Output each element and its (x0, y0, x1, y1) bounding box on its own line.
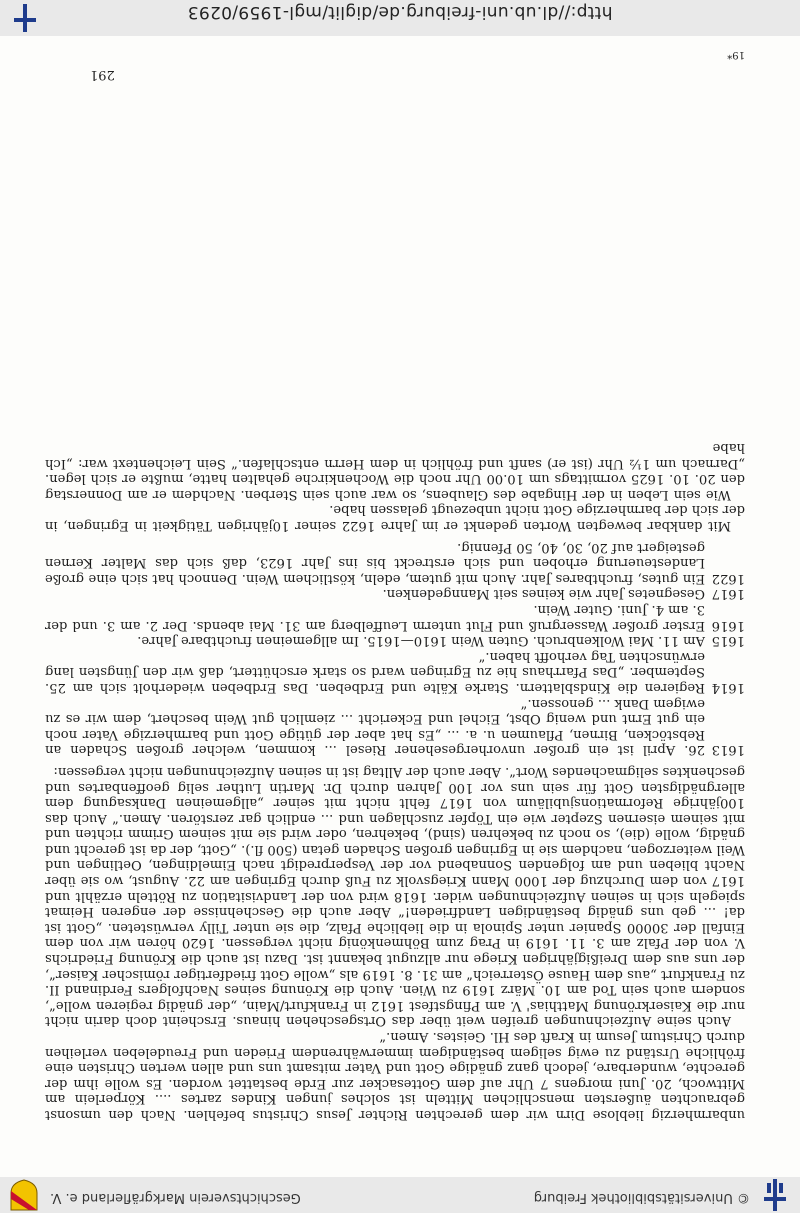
chronicle-text: Regieren die Kindsblattern. Starke Kälte und Erdbeben. Das Erdbeben wiederholt sich am 25. September. „Das Pfarrhaus hie zu Egringen ward so stark erschüttert, daß wir den Jüngsten lang erwünschten Tag verhofft haben.“ (45, 648, 705, 695)
chronicle-text: Gesegnetes Jahr wie keines seit Manngedenken. (382, 586, 705, 602)
chronicle-text: 26. April ist ein großer unvorhergesehener Riesel ... kommen, welcher großen Schaden an Rebstöcken, Birnen, Pflaumen u. a. ... „Es hat aber der gütige Gott und barmherzige Vater noch ein gut Ernt und wenig Obst, Eichel und Eckericht ... ziemlich gut Wein beschert, dem wir es zu ewigem Dank ... genossen.“ (45, 695, 705, 758)
page-number: 291 (90, 67, 115, 82)
chronicle-entry (45, 586, 745, 602)
partner-credit: Geschichtsverein Markgräflerland e. V. (50, 1190, 301, 1205)
chronicle-year: 1622 (711, 570, 745, 586)
chronicle-entry (45, 695, 745, 757)
viewer-header-bar (0, 1177, 800, 1213)
paragraph-closing-2: Wie sein Leben in der Hingabe des Glaubens, so war auch sein Sterben. Nachdem er am Donnerstag den 20. 10. 1625 vormittags um 10.00 Uhr noch die Wochenkirche gehalten hatte, mußte er sich legen. „Darnach um 1½ Uhr (ist er) sanft und fröhlich in dem Herrn entschlafen.“ Sein Leichentext war: „Ich habe (45, 440, 745, 502)
paragraph-closing-1: Mit dankbar bewegten Worten gedenkt er im Jahre 1622 seiner 10jährigen Tätigkeit in Egringen, in der sich der barmherzige Gott nicht unbezeugt gelassen habe. (45, 502, 745, 534)
chronicle-year: 1613 (711, 742, 745, 758)
chronicle-entry (45, 633, 745, 649)
paragraph-main: Auch seine Aufzeichnungen greifen weit über das Ortsgeschehen hinaus. Erscheint doch darin nicht nur die Kaiserkrönung Matthias' V. am Pfingstfest 1612 in Frankfurt/Main, „der gnädig regieren wolle“, sondern auch sein Tod am 10. März 1619 zu Wien. Auch die Krönung seines Nachfolgers Ferdinand II. zu Frankfurt „aus dem Hause Österreich“ am 31. 8. 1619 als „wolle Gott friedfertiger römischer Kaiser“, der uns aus dem Dreißigjährigen Kriege nur allzugut bekannt ist. Dazu ist auch die Krönung Friedrichs V. von der Pfalz am 3. 11. 1619 in Prag zum Böhmenkönig nicht vergessen. 1620 hören wir von dem Einfall der 30000 Spanier unter Spinola in die liebliche Pfalz, die sie unter Tilly verwüsteten. „Gott ist da! ... geb uns gnädig beständigen Landfrieden!“ Aber auch die Geschehnisse der engeren Heimat spiegeln sich in seinen Aufzeichnungen wider. 1618 wird von der Landvisitation zu Rötteln erzählt und 1617 von dem Durchzug der 1000 Mann Kriegsvolk zu Fuß durch Egringen am 22. August, wo sie über Nacht blieben und am folgenden Sonnabend vor der Vesperpredigt nach Eimeldingen, Oetlingen und Weil weiterzogen, nachdem sie in Egringen großen Schaden getan (500 fl.). „Gott, der da ist gerecht und gnädig, wolle (die), so noch zu bekehren (sind), bekehren, oder wird sie mit seinem Grimm richten und mit seinem eisernen Szepter wie ein Töpfer zuschlagen und ... endlich gar zerstören. Amen.“ Auch das 100jährige Reformationsjubiläum von 1617 fehlt nicht mit seiner „allgemeinen Danksagung dem allergnädigsten Gott für sein uns vor 100 Jahren durch Dr. Martin Luther selig geoffenbartes und geschenktes seligmachendes Wort“. Aber auch der Alltag ist in seinen Aufzeichnungen nicht vergessen: (45, 763, 745, 1029)
provider-credit: © Universitätsbibliothek Freiburg (533, 1190, 750, 1205)
chronicle-text: Erster großer Wassergruß und Flut unterm Leuffelberg am 31. Mai abends. Der 2. am 3. und der 3. am 4. Juni. Guter Wein. (45, 602, 705, 633)
chronicle-text: Am 11. Mai Wolkenbruch. Guten Wein 1610—1615. Im allgemeinen fruchtbare Jahre. (137, 633, 705, 649)
chronicle-year: 1617 (711, 586, 745, 602)
chronicle-text: Ein gutes, fruchtbares Jahr. Auch mit gutem, edeln, köstlichem Wein. Dennoch hat sich eine große Landesteuerung erhoben und sich erstreckt bis ins Jahr 1623, daß sich das Malter Kernen gesteigert auf 20, 30, 40, 50 Pfennig. (45, 539, 705, 586)
page-body (45, 439, 745, 1122)
paragraph-intro: unbarmherzig lieblose Dirn wir dem gerechten Richter Jesus Christus befehlen. Nach den umsonst gebrauchten äußersten menschlichen Mitteln ist solches jungen Kindes zartes .... Körperlein am Mittwoch, 20. Juni morgens 7 Uhr auf dem Gottesacker zur Erde bestattet worden. Es wolle ihm der gerechte, wunderbare, jedoch ganz gnädige Gott und Vater mitsamt uns und allen werten Christen eine fröhliche Urständ zu ewig seligem beständigem immerwährendem Frieden und Freudeleben verleihen durch Christum Jesum in Kraft des Hl. Geistes. Amen.“ (45, 1029, 745, 1122)
chronicle-entry (45, 648, 745, 695)
chronicle-year: 1616 (711, 617, 745, 633)
chronicle-entry (45, 539, 745, 586)
chronicle-year: 1615 (711, 633, 745, 649)
page-url-link[interactable]: http://dl.ub.uni-freiburg.de/diglit/mgl-1959/0293 (187, 2, 613, 22)
ub-freiburg-logo-small-icon (14, 0, 36, 32)
chronicle-year: 1614 (711, 679, 745, 695)
printer-signature: 19* (727, 49, 745, 60)
ub-freiburg-logo-icon (764, 1179, 786, 1211)
chronicle-entry (45, 601, 745, 632)
viewer-footer-bar (0, 0, 800, 36)
coat-of-arms-icon (10, 1179, 38, 1211)
scanned-page (0, 36, 800, 1177)
